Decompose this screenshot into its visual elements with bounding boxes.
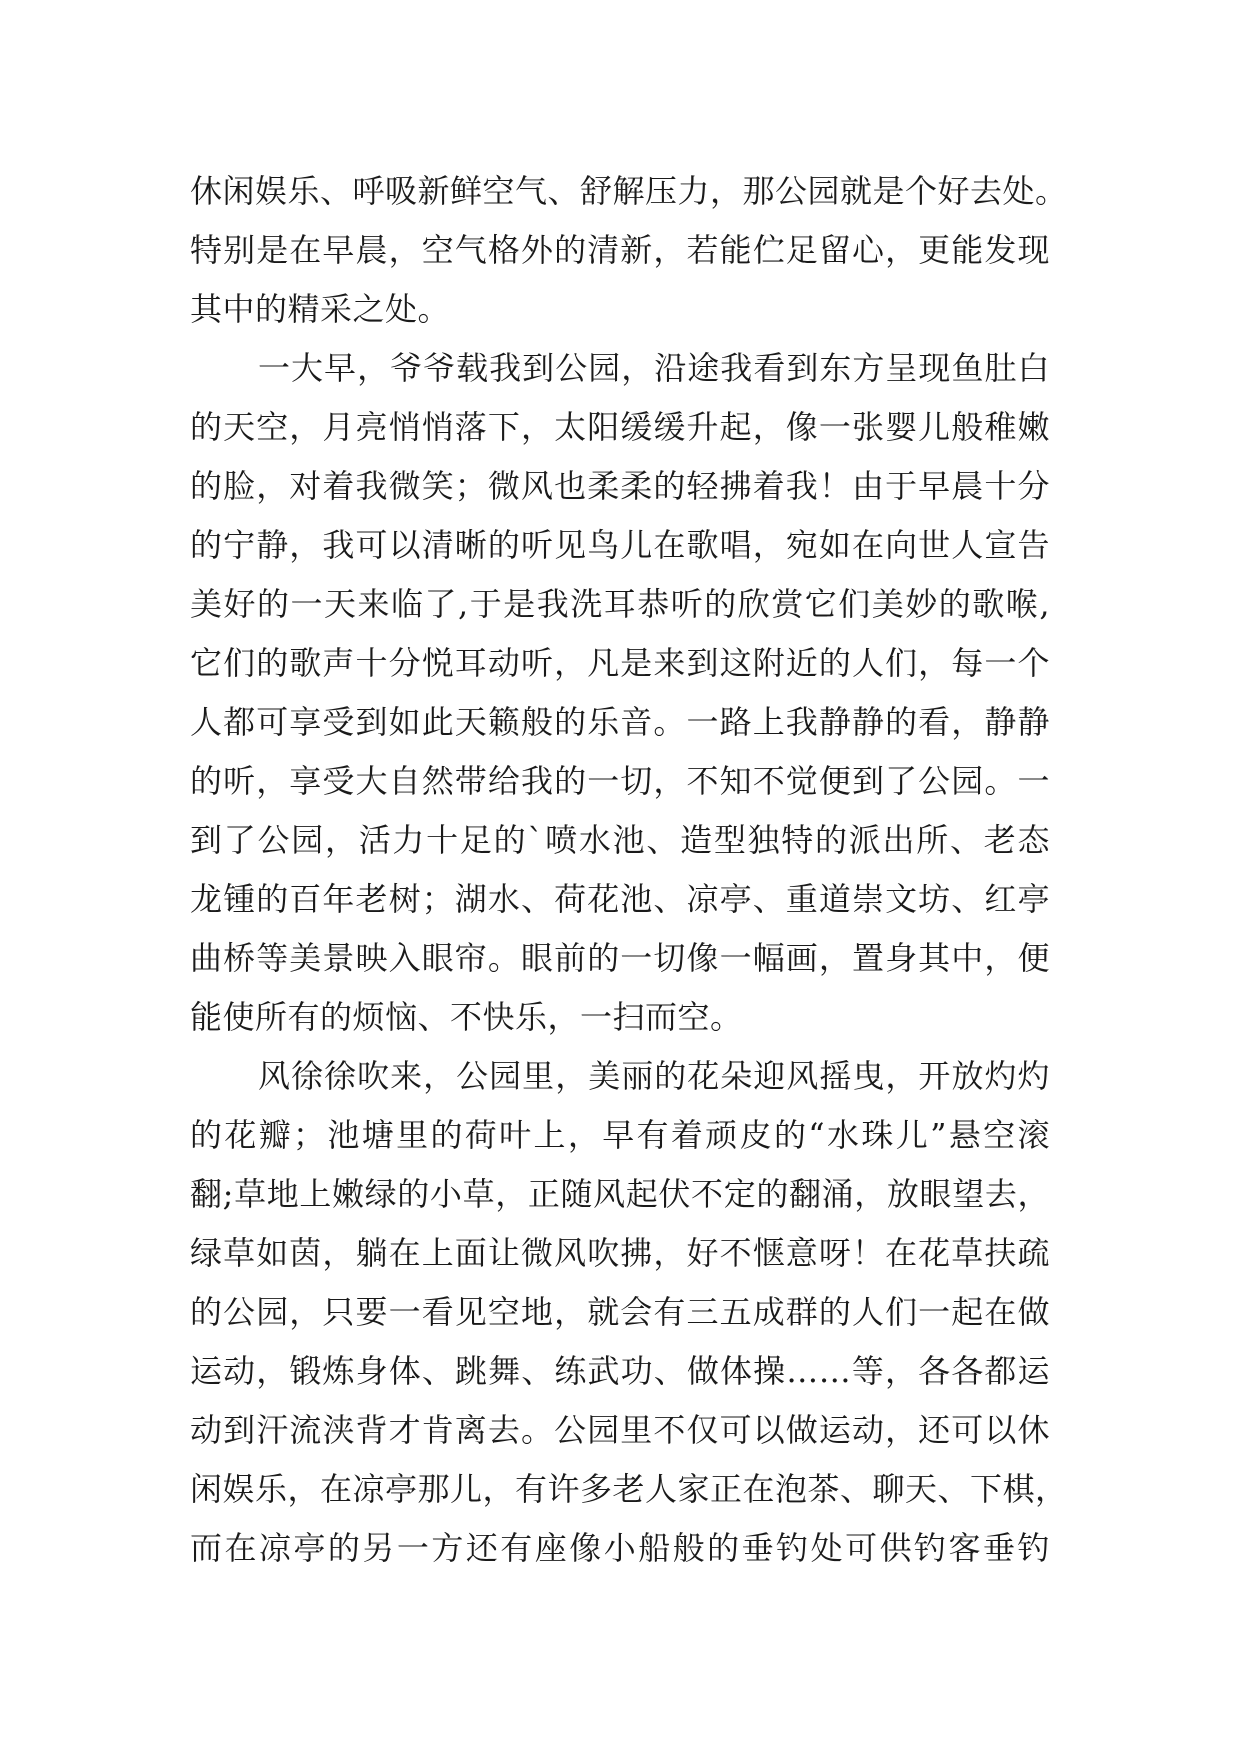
body-text <box>190 162 1068 1578</box>
text-line: 的宁静，我可以清晰的听见鸟儿在歌唱，宛如在向世人宣告 <box>190 526 1050 564</box>
text-line: 美好的一天来临了,于是我洗耳恭听的欣赏它们美妙的歌喉, <box>190 585 1050 623</box>
text-line: 闲娱乐，在凉亭那儿，有许多老人家正在泡茶、聊天、下棋， <box>190 1470 1068 1508</box>
text-line: 而在凉亭的另一方还有座像小船般的垂钓处可供钓客垂钓 <box>190 1529 1050 1567</box>
text-line: 的花瓣；池塘里的荷叶上，早有着顽皮的“水珠儿”悬空滚 <box>190 1116 1050 1154</box>
text-line: 的公园，只要一看见空地，就会有三五成群的人们一起在做 <box>190 1293 1050 1331</box>
text-line: 它们的歌声十分悦耳动听，凡是来到这附近的人们，每一个 <box>190 644 1050 682</box>
text-line: 的听，享受大自然带给我的一切，不知不觉便到了公园。一 <box>190 762 1050 800</box>
text-line: 的天空，月亮悄悄落下，太阳缓缓升起，像一张婴儿般稚嫩 <box>190 408 1050 446</box>
text-line: 运动，锻炼身体、跳舞、练武功、做体操……等，各各都运 <box>190 1352 1050 1390</box>
text-line: 动到汗流浃背才肯离去。公园里不仅可以做运动，还可以休 <box>190 1411 1050 1449</box>
text-line: 龙锺的百年老树；湖水、荷花池、凉亭、重道崇文坊、红亭 <box>190 880 1050 918</box>
text-line: 翻;草地上嫩绿的小草，正随风起伏不定的翻涌，放眼望去， <box>190 1175 1050 1213</box>
text-line: 一大早，爷爷载我到公园，沿途我看到东方呈现鱼肚白 <box>258 349 1050 387</box>
text-line: 特别是在早晨，空气格外的清新，若能伫足留心，更能发现 <box>190 231 1050 269</box>
text-line: 人都可享受到如此天籁般的乐音。一路上我静静的看，静静 <box>190 703 1050 741</box>
text-line: 休闲娱乐、呼吸新鲜空气、舒解压力，那公园就是个好去处。 <box>190 172 1068 210</box>
text-line: 曲桥等美景映入眼帘。眼前的一切像一幅画，置身其中，便 <box>190 939 1050 977</box>
text-line: 其中的精采之处。 <box>190 290 451 328</box>
text-line: 的脸，对着我微笑；微风也柔柔的轻拂着我！由于早晨十分 <box>190 467 1050 505</box>
text-line: 风徐徐吹来，公园里，美丽的花朵迎风摇曳，开放灼灼 <box>258 1057 1050 1095</box>
text-line: 能使所有的烦恼、不快乐，一扫而空。 <box>190 998 743 1036</box>
text-line: 绿草如茵，躺在上面让微风吹拂，好不惬意呀！在花草扶疏 <box>190 1234 1050 1272</box>
text-line: 到了公园，活力十足的`喷水池、造型独特的派出所、老态 <box>190 821 1050 859</box>
